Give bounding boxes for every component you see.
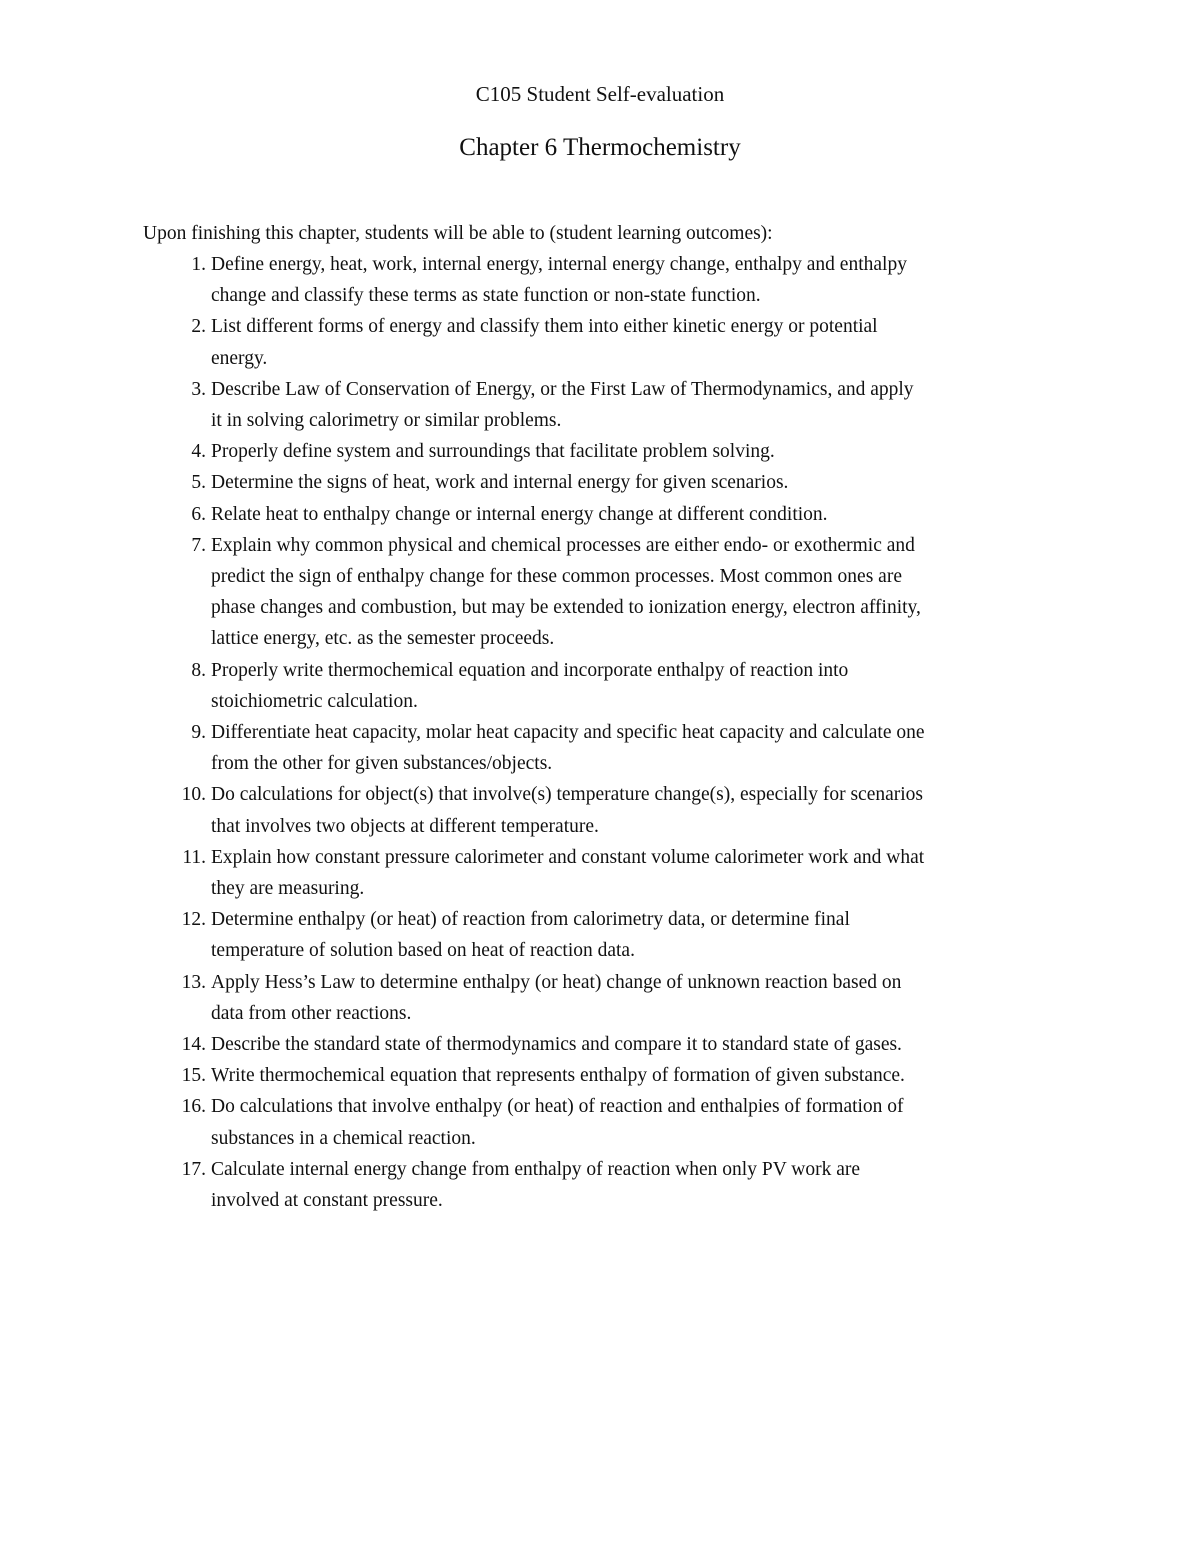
outcome-number: 1.	[191, 254, 206, 275]
outcome-text: Apply Hess’s Law to determine enthalpy (or heat) change of unknown reaction based on data from other reactions.	[211, 971, 902, 1024]
outcome-number: 12.	[181, 909, 206, 931]
outcome-item	[0, 530, 1200, 655]
outcome-text: Determine enthalpy (or heat) of reaction from calorimetry data, or determine final temperature of solution based on heat of reaction data.	[211, 909, 850, 962]
outcome-item	[0, 1154, 1200, 1216]
outcome-text: Do calculations that involve enthalpy (or heat) of reaction and enthalpies of formation of substances in a chemical reaction.	[211, 1096, 904, 1149]
outcome-text: Explain how constant pressure calorimeter and constant volume calorimeter work and what they are measuring.	[211, 846, 925, 900]
document-header: C105 Student Self-evaluation	[475, 82, 725, 106]
outcome-text: Determine the signs of heat, work and internal energy for given scenarios.	[211, 472, 789, 494]
chapter-title: Chapter 6 Thermochemistry	[459, 134, 741, 161]
outcome-item	[0, 779, 1200, 841]
outcome-number: 6.	[191, 503, 206, 525]
outcome-number: 13.	[181, 971, 206, 993]
outcome-item	[0, 249, 1200, 311]
outcome-item	[0, 436, 1200, 467]
outcome-text: Explain why common physical and chemical processes are either endo- or exothermic and predict the sign of enthalpy change for these common processes. Most common ones are phase changes and combustion, but may be extended to ionization energy, electron affinity, lattice energy, etc. as the semester proceeds.	[211, 534, 921, 650]
outcome-item	[0, 311, 1200, 373]
outcome-number: 10.	[181, 784, 206, 806]
outcome-number: 14.	[181, 1034, 206, 1056]
outcome-number: 8.	[191, 659, 206, 681]
outcome-item	[0, 499, 1200, 530]
outcome-item	[0, 717, 1200, 779]
outcome-item	[0, 904, 1200, 966]
intro-paragraph: Upon finishing this chapter, students will be able to (student learning outcomes):	[143, 223, 773, 244]
outcome-item	[0, 1091, 1200, 1153]
outcome-text: Describe the standard state of thermodynamics and compare it to standard state of gases.	[211, 1034, 902, 1056]
outcome-number: 2.	[191, 316, 206, 338]
outcome-number: 3.	[191, 378, 206, 400]
outcome-number: 11.	[182, 846, 206, 868]
outcome-item	[0, 1029, 1200, 1060]
outcome-number: 16.	[181, 1096, 206, 1118]
outcome-number: 9.	[191, 722, 206, 744]
outcome-item	[0, 374, 1200, 436]
outcome-item	[0, 967, 1200, 1029]
outcome-text: Relate heat to enthalpy change or internal energy change at different condition.	[211, 503, 828, 525]
outcome-text: Define energy, heat, work, internal energy, internal energy change, enthalpy and enthalpy change and classify these terms as state function or non-state function.	[211, 254, 907, 307]
outcome-number: 4.	[191, 441, 206, 463]
outcome-text: Write thermochemical equation that represents enthalpy of formation of given substance.	[211, 1065, 905, 1087]
outcome-text: Do calculations for object(s) that involve(s) temperature change(s), especially for scenarios that involves two objects at different temperature.	[211, 784, 924, 837]
learning-outcomes-list	[0, 249, 1200, 1216]
outcome-item	[0, 655, 1200, 717]
outcome-text: Calculate internal energy change from enthalpy of reaction when only PV work are involved at constant pressure.	[211, 1158, 861, 1212]
outcome-text: List different forms of energy and classify them into either kinetic energy or potential energy.	[211, 316, 878, 369]
outcome-item	[0, 467, 1200, 498]
outcome-number: 17.	[181, 1158, 206, 1180]
outcome-number: 7.	[191, 534, 206, 556]
outcome-item	[0, 1060, 1200, 1091]
outcome-text: Describe Law of Conservation of Energy, or the First Law of Thermodynamics, and apply it in solving calorimetry or similar problems.	[211, 378, 914, 432]
outcome-number: 15.	[181, 1065, 206, 1087]
outcome-item	[0, 842, 1200, 904]
outcome-number: 5.	[191, 472, 206, 494]
outcome-text: Properly write thermochemical equation and incorporate enthalpy of reaction into stoichiometric calculation.	[211, 659, 849, 712]
outcome-text: Properly define system and surroundings that facilitate problem solving.	[211, 441, 775, 463]
outcome-text: Differentiate heat capacity, molar heat capacity and specific heat capacity and calculate one from the other for given substances/objects.	[211, 722, 925, 775]
